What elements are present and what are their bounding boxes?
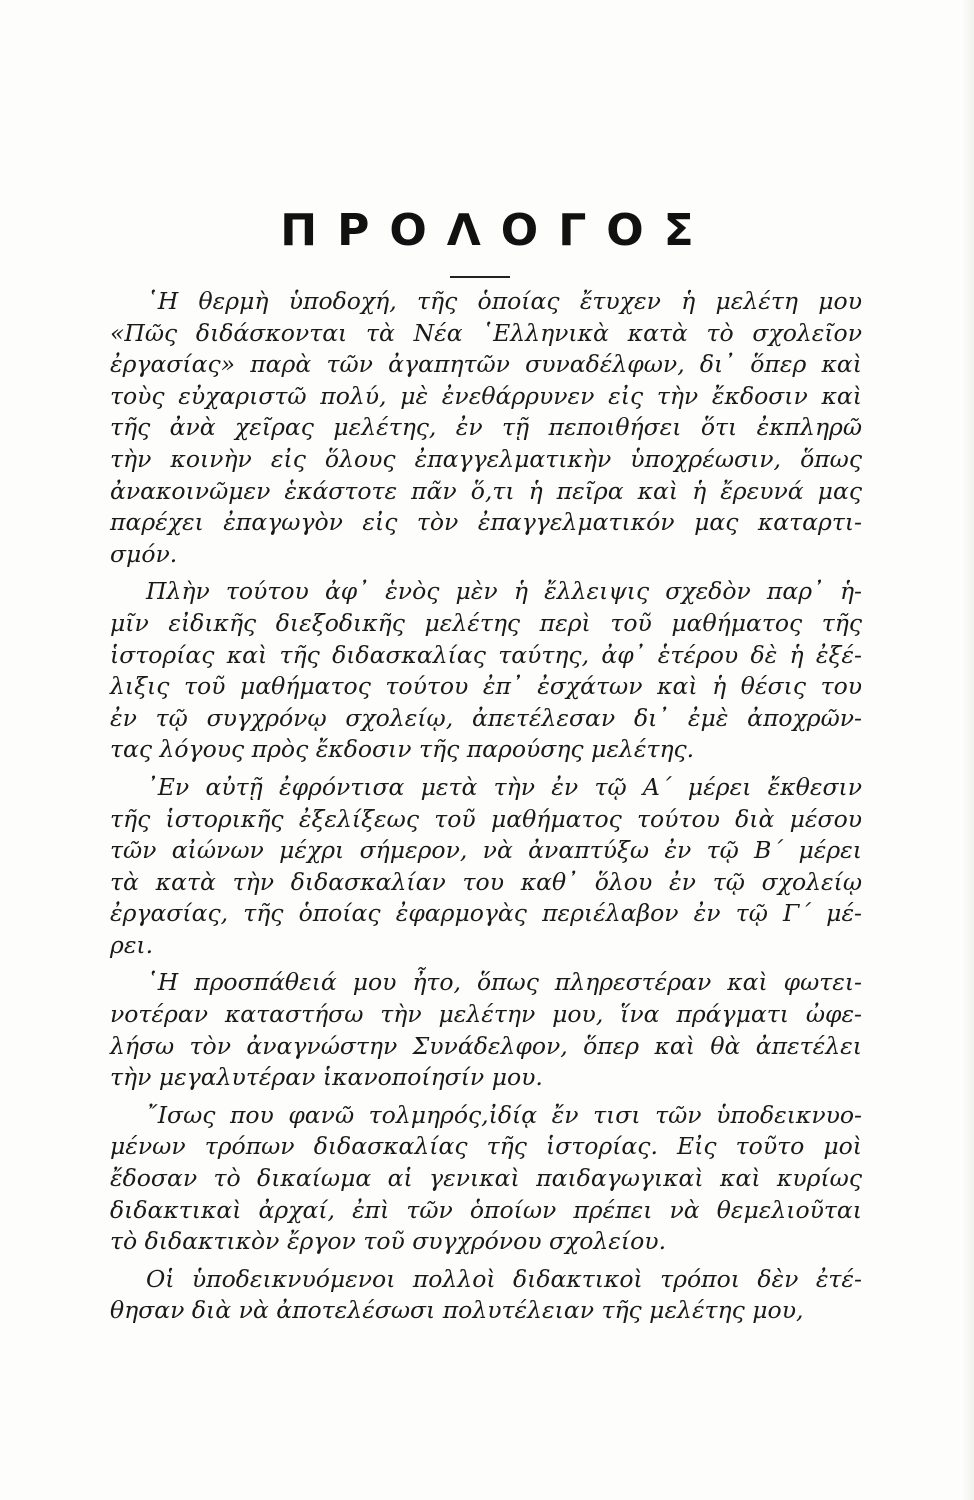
text-line: τῆς ἱστορικῆς ἐξελίξεως τοῦ μαθήματος τούτου διὰ μέσου (110, 804, 862, 833)
text-line: λιξις τοῦ μαθήματος τούτου ἐπ᾽ ἐσχάτων καὶ ἡ θέσις του (110, 672, 862, 701)
text-line: τῶν αἰώνων μέχρι σήμερον, νὰ ἀναπτύξω ἐν τῷ Β΄ μέρει (110, 836, 862, 865)
text-line: θησαν διὰ νὰ ἀποτελέσωσι πολυτέλειαν τῆς μελέτης μου, (110, 1296, 804, 1325)
paragraph (110, 286, 862, 570)
text-line: μῖν εἰδικῆς διεξοδικῆς μελέτης περὶ τοῦ μαθήματος τῆς (110, 608, 862, 637)
text-line: ᾿Εν αὐτῇ ἐφρόντισα μετὰ τὴν ἐν τῷ Α΄ μέρει ἔκθεσιν (146, 772, 862, 801)
text-line: τὴν μεγαλυτέραν ἱκανοποίησίν μου. (110, 1063, 543, 1092)
text-line: παρέχει ἐπαγωγὸν εἰς τὸν ἐπαγγελματικόν μας καταρτι- (110, 508, 862, 537)
text-line: ἐν τῷ συγχρόνῳ σχολείῳ, ἀπετέλεσαν δι᾽ ἐμὲ ἀποχρῶν- (110, 703, 862, 732)
text-line: λήσω τὸν ἀναγνώστην Συνάδελφον, ὅπερ καὶ θὰ ἀπετέλει (110, 1031, 862, 1060)
text-line: τὰ κατὰ τὴν διδασκαλίαν του καθ᾽ ὅλου ἐν τῷ σχολείῳ (110, 867, 862, 896)
text-line: ῾Η θερμὴ ὑποδοχή, τῆς ὁποίας ἔτυχεν ἡ μελέτη μου (146, 287, 862, 315)
text-line: τῆς ἀνὰ χεῖρας μελέτης, ἐν τῇ πεποιθήσει ὅτι ἐκπληρῶ (110, 413, 862, 442)
text-line: τὸ διδακτικὸν ἔργον τοῦ συγχρόνου σχολείου. (110, 1227, 667, 1256)
paragraph (110, 1264, 862, 1327)
text-line: ῾Η προσπάθειά μου ἦτο, ὅπως πληρεστέραν καὶ φωτει- (146, 968, 862, 997)
text-line: μένων τρόπων διδασκαλίας τῆς ἱστορίας. Εἰς τοῦτο μοὶ (110, 1132, 862, 1161)
text-line: Πλὴν τούτου ἀφ᾽ ἑνὸς μὲν ἡ ἔλλειψις σχεδὸν παρ᾽ ἡ- (146, 577, 862, 606)
paragraph (110, 967, 862, 1093)
text-line: τας λόγους πρὸς ἔκδοσιν τῆς παρούσης μελέτης. (110, 735, 695, 764)
text-line: ῎Ισως που φανῶ τολμηρός,ἰδίᾳ ἔν τισι τῶν ὑποδεικνυο- (146, 1100, 862, 1129)
text-line: τὴν κοινὴν εἰς ὅλους ἐπαγγελματικὴν ὑποχρέωσιν, ὅπως (110, 444, 862, 473)
text-line: διδακτικαὶ ἀρχαί, ἐπὶ τῶν ὁποίων πρέπει νὰ θεμελιοῦται (110, 1195, 862, 1224)
paragraph (110, 772, 862, 962)
preface-body (110, 286, 862, 1327)
text-line: ἀνακοινῶμεν ἑκάστοτε πᾶν ὅ,τι ἡ πεῖρα καὶ ἡ ἔρευνά μας (110, 476, 862, 505)
text-line: τοὺς εὐχαριστῶ πολύ, μὲ ἐνεθάρρυνεν εἰς τὴν ἔκδοσιν καὶ (110, 381, 862, 410)
paragraph (110, 576, 862, 766)
title-rule (450, 276, 510, 278)
text-line: ἐργασίας» παρὰ τῶν ἀγαπητῶν συναδέλφων, δι᾽ ὅπερ καὶ (110, 350, 862, 379)
page-title: ΠΡΟΛΟΓΟΣ (280, 205, 714, 256)
text-line: ἔδοσαν τὸ δικαίωμα αἱ γενικαὶ παιδαγωγικαὶ καὶ κυρίως (110, 1164, 862, 1193)
text-line: ρει. (110, 930, 154, 959)
text-line: ἐργασίας, τῆς ὁποίας ἐφαρμογὰς περιέλαβον ἐν τῷ Γ΄ μέ- (110, 899, 862, 928)
text-line: σμόν. (110, 539, 178, 568)
page-edge-shadow (960, 0, 974, 1500)
text-line: Οἱ ὑποδεικνυόμενοι πολλοὶ διδακτικοὶ τρόποι δὲν ἐτέ- (146, 1264, 862, 1293)
text-line: ἱστορίας καὶ τῆς διδασκαλίας ταύτης, ἀφ᾽ ἑτέρου δὲ ἡ ἐξέ- (110, 640, 862, 669)
text-line: «Πῶς διδάσκονται τὰ Νέα ῾Ελληνικὰ κατὰ τὸ σχολεῖον (110, 318, 862, 347)
paragraph (110, 1100, 862, 1258)
text-line: νοτέραν καταστήσω τὴν μελέτην μου, ἵνα πράγματι ὠφε- (110, 1000, 862, 1029)
